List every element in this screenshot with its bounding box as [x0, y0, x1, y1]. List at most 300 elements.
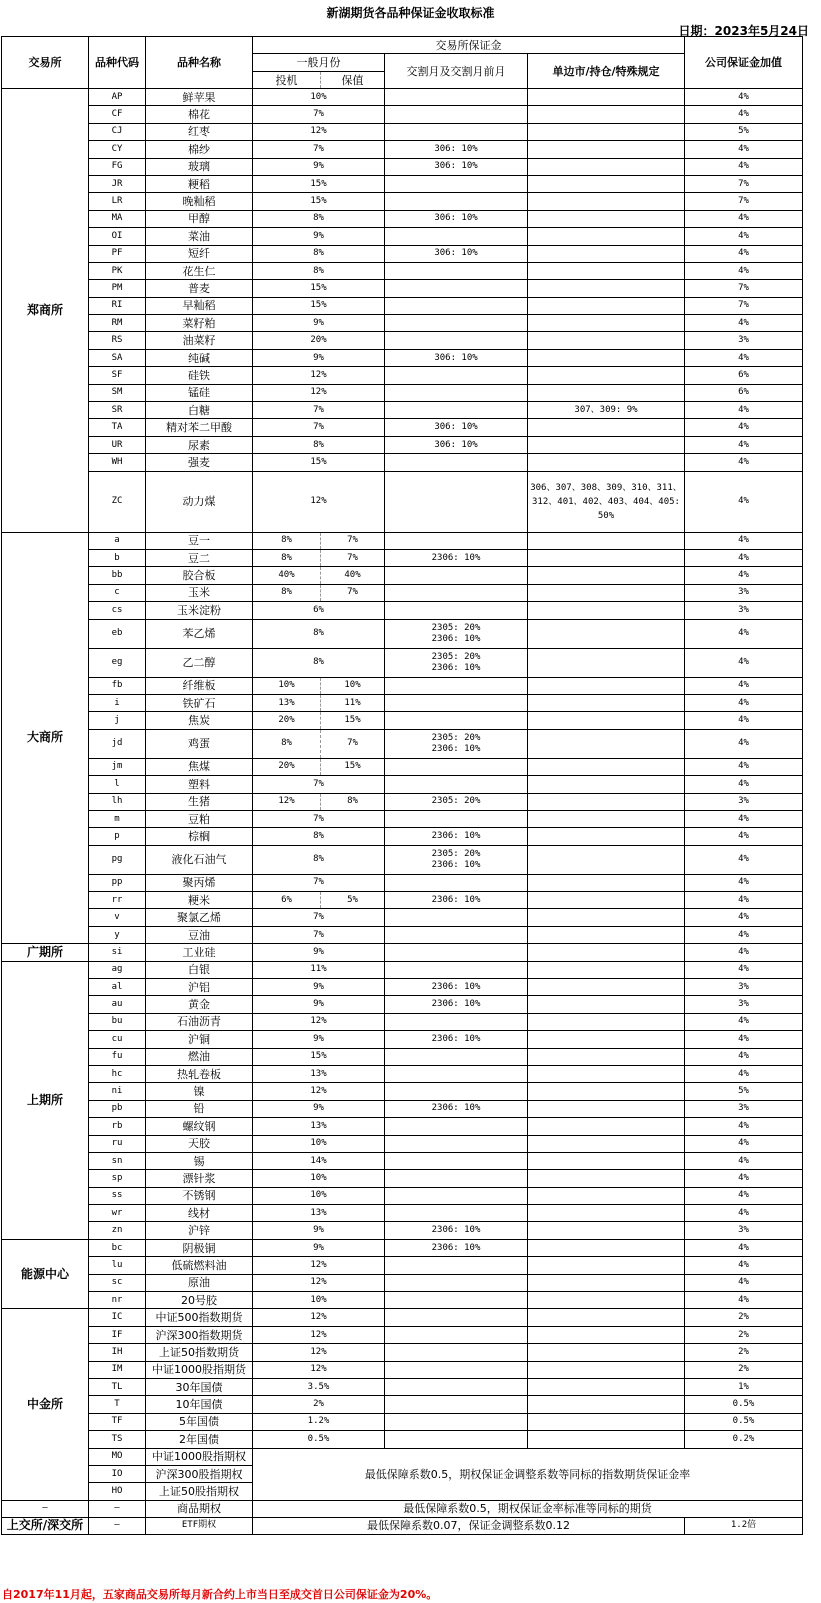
product-name: 线材 — [146, 1205, 253, 1222]
general-margin: 7% — [253, 402, 385, 419]
company-add: 4% — [685, 89, 803, 106]
special-rule — [528, 1065, 685, 1082]
header-company-add: 公司保证金加值 — [685, 37, 803, 89]
delivery-margin — [385, 1292, 528, 1309]
product-code: AP — [89, 89, 146, 106]
product-name: 早籼稻 — [146, 297, 253, 314]
special-rule — [528, 828, 685, 845]
company-add: 3% — [685, 1100, 803, 1117]
company-add: 4% — [685, 454, 803, 471]
delivery-margin — [385, 1118, 528, 1135]
product-name: 10年国债 — [146, 1396, 253, 1413]
general-margin: 1.2% — [253, 1413, 385, 1430]
product-code: RM — [89, 315, 146, 332]
product-name: 沪深300股指期权 — [146, 1465, 253, 1482]
delivery-margin — [385, 776, 528, 793]
general-margin: 20% — [253, 332, 385, 349]
product-code: CY — [89, 141, 146, 158]
product-code: ag — [89, 961, 146, 978]
product-code: – — [89, 1517, 146, 1534]
delivery-line: 2306: 10% — [431, 662, 481, 673]
product-code: TA — [89, 419, 146, 436]
company-add: 4% — [685, 349, 803, 366]
special-rule — [528, 1239, 685, 1256]
product-name: 沪铜 — [146, 1031, 253, 1048]
special-rule — [528, 1344, 685, 1361]
product-code: au — [89, 996, 146, 1013]
product-code: fu — [89, 1048, 146, 1065]
product-name: 低硫燃料油 — [146, 1257, 253, 1274]
header-general-month: 一般月份 — [253, 54, 385, 72]
product-name: 鸡蛋 — [146, 729, 253, 758]
product-code: SM — [89, 384, 146, 401]
product-name: 商品期权 — [146, 1500, 253, 1517]
spec-margin: 40% — [253, 567, 321, 584]
product-name: 尿素 — [146, 436, 253, 453]
product-code: IM — [89, 1361, 146, 1378]
delivery-margin: 306: 10% — [385, 245, 528, 262]
general-margin: 12% — [253, 1344, 385, 1361]
delivery-margin — [385, 729, 528, 758]
delivery-margin: 2306: 10% — [385, 1100, 528, 1117]
spec-margin: 10% — [253, 677, 321, 694]
company-add: 4% — [685, 1187, 803, 1204]
general-margin: 9% — [253, 228, 385, 245]
delivery-margin: 2306: 10% — [385, 979, 528, 996]
delivery-margin — [385, 1361, 528, 1378]
product-name: 热轧卷板 — [146, 1065, 253, 1082]
delivery-margin — [385, 1152, 528, 1169]
company-add: 3% — [685, 996, 803, 1013]
product-code: hc — [89, 1065, 146, 1082]
company-add: 4% — [685, 1257, 803, 1274]
special-rule — [528, 874, 685, 891]
product-code: IO — [89, 1465, 146, 1482]
product-name: 玉米 — [146, 584, 253, 601]
special-rule — [528, 210, 685, 227]
company-add: 4% — [685, 549, 803, 566]
company-add: 4% — [685, 909, 803, 926]
options-note: 最低保障系数0.5，期权保证金调整系数等同标的指数期货保证金率 — [253, 1448, 803, 1500]
special-rule — [528, 1187, 685, 1204]
product-name: 玻璃 — [146, 158, 253, 175]
general-margin: 6% — [253, 602, 385, 619]
exchange-cell: 广期所 — [2, 944, 89, 961]
delivery-margin: 2306: 10% — [385, 1222, 528, 1239]
special-rule — [528, 280, 685, 297]
general-margin: 2% — [253, 1396, 385, 1413]
general-margin: 15% — [253, 175, 385, 192]
company-add: 4% — [685, 619, 803, 648]
company-add: 1% — [685, 1379, 803, 1396]
hedge-margin: 7% — [321, 729, 385, 758]
special-rule — [528, 567, 685, 584]
product-code: IH — [89, 1344, 146, 1361]
hedge-margin: 7% — [321, 532, 385, 549]
exchange-cell: 上期所 — [2, 961, 89, 1239]
special-rule — [528, 1274, 685, 1291]
product-code: IF — [89, 1326, 146, 1343]
product-code: OI — [89, 228, 146, 245]
general-margin: 12% — [253, 1326, 385, 1343]
general-margin: 9% — [253, 944, 385, 961]
special-rule — [528, 532, 685, 549]
special-rule — [528, 677, 685, 694]
general-margin: 7% — [253, 419, 385, 436]
delivery-margin — [385, 712, 528, 729]
exchange-cell: 大商所 — [2, 532, 89, 944]
spec-margin: 8% — [253, 729, 321, 758]
special-rule — [528, 979, 685, 996]
general-margin: 7% — [253, 926, 385, 943]
company-add: 3% — [685, 602, 803, 619]
special-rule — [528, 793, 685, 810]
delivery-margin — [385, 262, 528, 279]
hedge-margin: 15% — [321, 712, 385, 729]
company-add: 4% — [685, 874, 803, 891]
product-name: 5年国债 — [146, 1413, 253, 1430]
company-add: 4% — [685, 245, 803, 262]
special-rule — [528, 1135, 685, 1152]
general-margin: 3.5% — [253, 1379, 385, 1396]
hedge-margin: 8% — [321, 793, 385, 810]
company-add: 7% — [685, 280, 803, 297]
company-add: 4% — [685, 141, 803, 158]
delivery-margin: 306: 10% — [385, 210, 528, 227]
company-add: 4% — [685, 926, 803, 943]
company-add: 2% — [685, 1326, 803, 1343]
company-add: 4% — [685, 1292, 803, 1309]
general-margin: 9% — [253, 1031, 385, 1048]
company-add: 3% — [685, 584, 803, 601]
product-code: PF — [89, 245, 146, 262]
product-code: ru — [89, 1135, 146, 1152]
product-code: ZC — [89, 471, 146, 532]
product-code: CF — [89, 106, 146, 123]
delivery-margin — [385, 1083, 528, 1100]
spec-margin: 12% — [253, 793, 321, 810]
special-rule — [528, 436, 685, 453]
company-add: 0.2% — [685, 1431, 803, 1448]
general-margin: 10% — [253, 1170, 385, 1187]
general-margin: 9% — [253, 1239, 385, 1256]
general-margin: 8% — [253, 262, 385, 279]
special-rule — [528, 175, 685, 192]
delivery-margin: 2306: 10% — [385, 996, 528, 1013]
product-code: bc — [89, 1239, 146, 1256]
delivery-line: 2305: 20% — [431, 622, 481, 633]
product-name: 中证500指数期货 — [146, 1309, 253, 1326]
special-rule — [528, 549, 685, 566]
delivery-line: 2305: 20% — [431, 732, 481, 743]
special-rule — [528, 297, 685, 314]
product-code: TF — [89, 1413, 146, 1430]
special-rule — [528, 1431, 685, 1448]
product-name: 天胶 — [146, 1135, 253, 1152]
general-margin: 10% — [253, 1187, 385, 1204]
general-margin: 13% — [253, 1205, 385, 1222]
delivery-margin — [385, 1413, 528, 1430]
company-add: 4% — [685, 532, 803, 549]
product-code: bu — [89, 1013, 146, 1030]
company-add: 4% — [685, 158, 803, 175]
company-add: 7% — [685, 175, 803, 192]
company-add: 4% — [685, 228, 803, 245]
footer-note: 自2017年11月起，五家商品交易所每月新合约上市当日至成交首日公司保证金为20%。 — [2, 1588, 438, 1601]
delivery-margin — [385, 1309, 528, 1326]
product-code: rb — [89, 1118, 146, 1135]
product-code: jd — [89, 729, 146, 758]
special-rule — [528, 619, 685, 648]
special-rule — [528, 367, 685, 384]
product-name: 乙二醇 — [146, 648, 253, 677]
product-code: fb — [89, 677, 146, 694]
company-add: 4% — [685, 1274, 803, 1291]
product-code: si — [89, 944, 146, 961]
general-margin: 12% — [253, 471, 385, 532]
company-add: 4% — [685, 1152, 803, 1169]
special-rule — [528, 1170, 685, 1187]
product-code: b — [89, 549, 146, 566]
product-name: 漂针浆 — [146, 1170, 253, 1187]
product-code: m — [89, 810, 146, 827]
hedge-margin: 5% — [321, 892, 385, 909]
product-code: UR — [89, 436, 146, 453]
special-rule — [528, 810, 685, 827]
spec-margin: 8% — [253, 584, 321, 601]
company-add: 4% — [685, 1205, 803, 1222]
product-name: 棉纱 — [146, 141, 253, 158]
product-code: MO — [89, 1448, 146, 1465]
company-add: 5% — [685, 1083, 803, 1100]
product-name: 焦炭 — [146, 712, 253, 729]
company-add: 4% — [685, 1013, 803, 1030]
delivery-margin: 2306: 10% — [385, 892, 528, 909]
product-code: c — [89, 584, 146, 601]
product-code: cs — [89, 602, 146, 619]
product-name: 白糖 — [146, 402, 253, 419]
delivery-margin: 2306: 10% — [385, 549, 528, 566]
delivery-margin — [385, 648, 528, 677]
header-hedge: 保值 — [321, 72, 385, 89]
delivery-line: 2306: 10% — [431, 859, 481, 870]
product-code: l — [89, 776, 146, 793]
product-code: TS — [89, 1431, 146, 1448]
product-code: PM — [89, 280, 146, 297]
product-name: 2年国债 — [146, 1431, 253, 1448]
special-rule — [528, 961, 685, 978]
special-rule — [528, 1361, 685, 1378]
delivery-margin — [385, 315, 528, 332]
delivery-margin: 2306: 10% — [385, 1239, 528, 1256]
product-code: FG — [89, 158, 146, 175]
product-name: 豆油 — [146, 926, 253, 943]
general-margin: 9% — [253, 1100, 385, 1117]
company-add: 2% — [685, 1344, 803, 1361]
delivery-line: 2306: 10% — [431, 633, 481, 644]
general-margin: 9% — [253, 979, 385, 996]
product-name: 纯碱 — [146, 349, 253, 366]
general-margin: 15% — [253, 1048, 385, 1065]
general-margin: 0.5% — [253, 1431, 385, 1448]
delivery-margin — [385, 1205, 528, 1222]
special-rule — [528, 1100, 685, 1117]
product-code: HO — [89, 1483, 146, 1500]
general-margin: 12% — [253, 1013, 385, 1030]
company-add: 4% — [685, 1065, 803, 1082]
delivery-margin: 306: 10% — [385, 141, 528, 158]
delivery-margin — [385, 1344, 528, 1361]
company-add: 1.2倍 — [685, 1517, 803, 1534]
delivery-margin — [385, 758, 528, 775]
product-code: ss — [89, 1187, 146, 1204]
product-code: RI — [89, 297, 146, 314]
delivery-margin: 306: 10% — [385, 436, 528, 453]
general-margin: 7% — [253, 810, 385, 827]
product-name: ETF期权 — [146, 1517, 253, 1534]
product-name: 沪铝 — [146, 979, 253, 996]
special-rule — [528, 944, 685, 961]
company-add: 4% — [685, 210, 803, 227]
special-rule — [528, 1413, 685, 1430]
delivery-margin — [385, 367, 528, 384]
product-code: CJ — [89, 123, 146, 140]
delivery-margin — [385, 1379, 528, 1396]
spec-margin: 20% — [253, 712, 321, 729]
company-add: 4% — [685, 262, 803, 279]
general-margin: 15% — [253, 297, 385, 314]
product-name: 豆二 — [146, 549, 253, 566]
company-add: 4% — [685, 694, 803, 711]
delivery-line: 2305: 20% — [431, 651, 481, 662]
general-margin: 12% — [253, 367, 385, 384]
hedge-margin: 11% — [321, 694, 385, 711]
hedge-margin: 7% — [321, 584, 385, 601]
delivery-margin — [385, 1431, 528, 1448]
exchange-cell: 中金所 — [2, 1309, 89, 1500]
general-margin: 7% — [253, 141, 385, 158]
company-add: 5% — [685, 123, 803, 140]
product-name: 液化石油气 — [146, 845, 253, 874]
general-margin: 12% — [253, 1309, 385, 1326]
product-code: pb — [89, 1100, 146, 1117]
page-title: 新湖期货各品种保证金收取标准 — [326, 6, 495, 20]
company-add: 4% — [685, 402, 803, 419]
product-code: PK — [89, 262, 146, 279]
company-add: 4% — [685, 471, 803, 532]
commodity-options-note: 最低保障系数0.5，期权保证金率标准等同标的期货 — [253, 1500, 803, 1517]
product-code: zn — [89, 1222, 146, 1239]
product-name: 中证1000股指期货 — [146, 1361, 253, 1378]
product-name: 铅 — [146, 1100, 253, 1117]
product-name: 鲜苹果 — [146, 89, 253, 106]
special-rule — [528, 909, 685, 926]
header-name: 品种名称 — [146, 37, 253, 89]
delivery-margin: 2305: 20% — [385, 793, 528, 810]
special-rule — [528, 1152, 685, 1169]
general-margin: 7% — [253, 106, 385, 123]
general-margin: 7% — [253, 776, 385, 793]
spec-margin: 8% — [253, 532, 321, 549]
general-margin: 14% — [253, 1152, 385, 1169]
special-rule — [528, 926, 685, 943]
company-add: 4% — [685, 845, 803, 874]
product-name: 纤维板 — [146, 677, 253, 694]
special-rule — [528, 776, 685, 793]
product-code: v — [89, 909, 146, 926]
delivery-margin: 2306: 10% — [385, 828, 528, 845]
product-name: 白银 — [146, 961, 253, 978]
header-special-rules: 单边市/持仓/特殊规定 — [528, 54, 685, 89]
company-add: 4% — [685, 944, 803, 961]
hedge-margin: 40% — [321, 567, 385, 584]
product-name: 胶合板 — [146, 567, 253, 584]
company-add: 3% — [685, 793, 803, 810]
company-add: 4% — [685, 419, 803, 436]
company-add: 2% — [685, 1309, 803, 1326]
general-margin: 12% — [253, 384, 385, 401]
company-add: 4% — [685, 567, 803, 584]
special-rule — [528, 729, 685, 758]
general-margin: 10% — [253, 89, 385, 106]
product-name: 油菜籽 — [146, 332, 253, 349]
special-rule — [528, 648, 685, 677]
special-rule — [528, 1309, 685, 1326]
delivery-margin — [385, 810, 528, 827]
product-code: lh — [89, 793, 146, 810]
product-name: 阴极铜 — [146, 1239, 253, 1256]
company-add: 4% — [685, 436, 803, 453]
general-margin: 13% — [253, 1065, 385, 1082]
special-rule — [528, 1118, 685, 1135]
company-add: 2% — [685, 1361, 803, 1378]
general-margin: 12% — [253, 1257, 385, 1274]
delivery-margin: 2306: 10% — [385, 1031, 528, 1048]
company-add: 0.5% — [685, 1396, 803, 1413]
special-rule — [528, 712, 685, 729]
product-name: 红枣 — [146, 123, 253, 140]
delivery-margin — [385, 1187, 528, 1204]
delivery-margin — [385, 384, 528, 401]
special-rule — [528, 332, 685, 349]
special-rule — [528, 106, 685, 123]
company-add: 4% — [685, 1048, 803, 1065]
product-name: 普麦 — [146, 280, 253, 297]
header-exchange-margin: 交易所保证金 — [253, 37, 685, 54]
delivery-line: 2305: 20% — [431, 848, 481, 859]
special-rule — [528, 1031, 685, 1048]
company-add: 3% — [685, 1222, 803, 1239]
general-margin: 8% — [253, 648, 385, 677]
special-rule — [528, 584, 685, 601]
product-code: lu — [89, 1257, 146, 1274]
special-rule: 306、307、308、309、310、311、312、401、402、403、404、405: 50% — [528, 471, 685, 532]
special-rule — [528, 193, 685, 210]
general-margin: 15% — [253, 193, 385, 210]
product-code: eb — [89, 619, 146, 648]
delivery-margin — [385, 280, 528, 297]
product-name: 铁矿石 — [146, 694, 253, 711]
product-code: al — [89, 979, 146, 996]
general-margin: 7% — [253, 874, 385, 891]
product-name: 棕榈 — [146, 828, 253, 845]
special-rule — [528, 454, 685, 471]
product-code: – — [89, 1500, 146, 1517]
product-name: 镍 — [146, 1083, 253, 1100]
delivery-margin — [385, 1170, 528, 1187]
product-name: 工业硅 — [146, 944, 253, 961]
company-add: 4% — [685, 315, 803, 332]
